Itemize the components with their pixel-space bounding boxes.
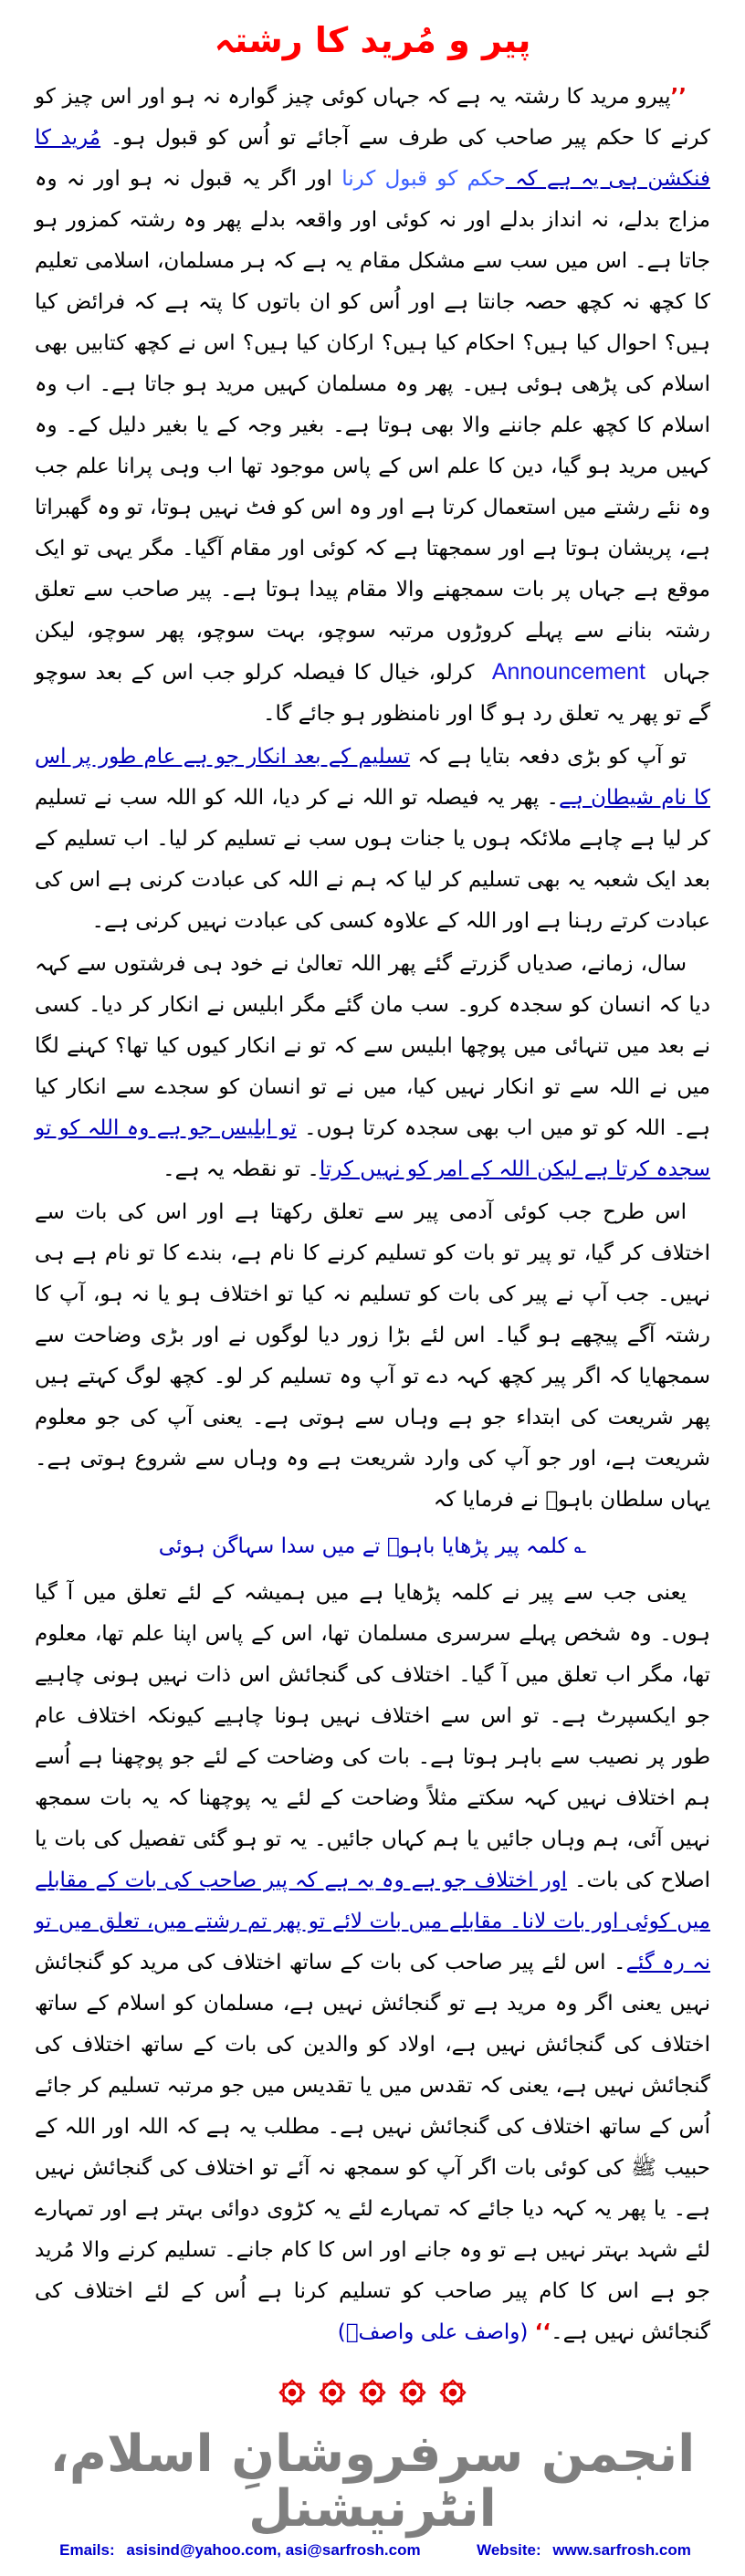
text-run: اور اگر یہ قبول نہ ہو اور نہ وہ مزاج بدلے، نہ انداز بدلے اور نہ کوئی اور واقعہ بدلے پھر وہ رشتہ کمزور ہو جاتا ہے۔ اس میں سب سے مشکل مقام یہ ہے کہ ہر مسلمان، اسلامی تعلیم کا کچھ نہ کچھ حصہ جانتا ہے اور اُس کو ان باتوں کا پتہ ہے کہ فرائض کیا ہیں؟ احوال کیا ہیں؟ احکام کیا ہیں؟ ارکان کیا ہیں؟ اس نے کچھ کتابیں بھی اسلام کی پڑھی ہوئی ہیں۔ پھر وہ مسلمان کہیں مرید ہو جاتا ہے۔ اب وہ اسلام کا کچھ علم جاننے والا بھی ہوتا ہے۔ بغیر وجہ کے یا بغیر دلیل کے۔ وہ کہیں مرید ہو گیا، دین کا علم اس کے پاس موجود تھا اب وہی پرانا علم جب وہ نئے رشتے میں استعمال کرتا ہے اور وہ اس کو فٹ نہیں ہوتا، تو وہ گھبراتا ہے، پریشان ہوتا ہے اور سمجھتا ہے کہ کوئی اور مقام آگیا۔ مگر یہی تو ایک موقع ہے جہاں پر بات سمجھنے والا مقام پیدا ہوتا ہے۔ پیر صاحب سے تعلق رشتہ بنانے سے پہلے کروڑوں مرتبہ سوچو، بہت سوچو، پھر سوچو، لیکن جہاں [35,167,710,685]
text-run: اس طرح جب کوئی آدمی پیر سے تعلق رکھتا ہے اور اس کی بات سے اختلاف کر گیا، تو پیر تو بات کو تسلیم کرنے کا نام ہے، بندے کا تو نام ہے ہی نہیں۔ جب آپ نے پیر کی بات کو تسلیم نہ کیا تو اختلاف ہو یا نہ ہو، آپ کا رشتہ آگے پیچھے ہو گیا۔ اس لئے بڑا زور دیا لوگوں نے اور بڑی وضاحت سے سمجھایا کہ اگر پیر کچھ کہہ دے تو آپ وہ تسلیم کر لو۔ کچھ لوگ کہتے ہیں پھر شریعت کی ابتداء جو ہے وہاں سے ہوتی ہے۔ یعنی آپ کی جو معلوم شریعت ہے، اور جو آپ کی وارد شریعت ہے وہ وہاں سے شروع ہوتی ہے۔ یہاں سلطان باہوؒ نے فرمایا کہ [35,1200,710,1512]
text-run: سال، زمانے، صدیاں گزرتے گئے پھر اللہ تعالیٰ نے خود ہی فرشتوں سے کہہ دیا کہ انسان کو سجدہ کرو۔ سب مان گئے مگر ابلیس نے انکار کر دیا۔ کسی نے بعد میں تنہائی میں پوچھا ابلیس سے کہ تو نے انکار کیوں کیا تھا؟ کہنے لگا میں نے اللہ سے تو انکار نہیں کیا، میں نے تو انسان کو سجدے سے انکار کیا ہے۔ اللہ کو تو میں اب بھی سجدہ کرتا ہوں۔ [35,952,710,1140]
emails-label: Emails: [59,2541,115,2559]
paragraph [35,1192,710,1521]
flower-ornament-icon [357,2377,388,2408]
bahoo-verse: ؎ کلمہ پیر پڑھایا باہوؒ تے میں سدا سہاگن ہوئی [158,1534,587,1558]
text-run: تو ابلیس جو ہے وہ اللہ کو تو سجدہ کرتا ہے لیکن اللہ کے امر کو نہیں کرتا [35,1116,710,1181]
article-body [0,77,745,2353]
paragraph [35,737,710,942]
text-run: پیرو مرید کا رشتہ یہ ہے کہ جہاں کوئی چیز گوارہ نہ ہو اور اس چیز کو کرنے کا حکم پیر صاحب کی طرف سے آجائے تو اُس کو قبول ہو۔ [35,85,710,150]
paragraph [35,77,710,735]
flower-ornament-icon [437,2377,468,2408]
paragraph [35,944,710,1190]
text-run: اور اختلاف جو ہے وہ یہ ہے کہ پیر صاحب کی بات کے مقابلے میں کوئی اور بات لانا۔ مقابلے میں بات لائے تو پھر تم رشتے میں، تعلق میں تو نہ رہ گئے [35,1869,711,1974]
website-label: Website: [477,2541,541,2559]
website-link[interactable]: www.sarfrosh.com [552,2541,691,2559]
text-run: ۔ اس لئے پیر صاحب کی بات کے ساتھ اختلاف کی مرید کو گنجائش نہیں یعنی اگر وہ مرید ہے تو گنجائش نہیں ہے، مسلمان کو اسلام کے ساتھ اختلاف کی گنجائش نہیں ہے، اولاد کو والدین کی بات کے ساتھ اختلاف کی گنجائش نہیں ہے، یعنی کہ تقدس میں یا تقدیس میں جو مرتبہ تسلیم کر جائے اُس کے ساتھ اختلاف کی گنجائش نہیں ہے۔ مطلب یہ ہے کہ اللہ اور اللہ کے حبیب ﷺ کی کوئی بات اگر آپ کو سمجھ نہ آئے تو اختلاف کی گنجائش نہیں ہے۔ یا پھر یہ کہہ دیا جائے کہ تمہارے لئے یہ کڑوی دوائی بہتر ہے اور تمہارے لئے شہد بہتر نہیں ہے تو وہ جانے اور اس کا کام جانے۔ تسلیم کرنے والا مُرید جو ہے اس کا کام پیر صاحب کو تسلیم کرنا ہے اُس کے لئے اختلاف کی گنجائش نہیں ہے۔ [35,1951,710,2344]
text-run: تو آپ کو بڑی دفعہ بتایا ہے کہ [410,745,687,769]
flower-ornament-icon [317,2377,348,2408]
text-run: ۔ تو نقطہ یہ ہے۔ [163,1157,320,1181]
flower-divider [0,2377,745,2408]
page-title: پیر و مُرید کا رشتہ [214,19,531,60]
flower-ornament-icon [277,2377,308,2408]
verse-line [35,1526,710,1567]
email-addresses[interactable]: asisind@yahoo.com, asi@sarfrosh.com [126,2541,421,2559]
text-run: حکم کو قبول کرنا [341,167,506,191]
author-attribution: (واصف علی واصفؒ) [337,2320,535,2344]
text-run: مُرید کا فنکشن ہی یہ ہے کہ [35,126,710,191]
contact-line [0,2541,745,2560]
opening-quote: ’’ [670,85,687,109]
closing-quote: ‘‘ [534,2320,551,2344]
text-run: کرلو، خیال کا فیصلہ کرلو جب اس کے بعد سوچو گے تو پھر یہ تعلق رد ہو گا اور نامنظور ہو جائے گا۔ [35,661,710,726]
text-run: یعنی جب سے پیر نے کلمہ پڑھایا ہے میں ہمیشہ کے لئے تعلق میں آ گیا ہوں۔ وہ شخص پہلے سرسری مسلمان تھا، اس کے پاس اپنا علم تھا، معلوم تھا، مگر اب تعلق میں آ گیا۔ اختلاف کی گنجائش اس ذات نہیں ہونی چاہیے جو ایکسپرٹ ہے۔ تو اس سے اختلاف نہیں ہونا چاہیے کیونکہ اختلاف عام طور پر نصیب سے باہر ہوتا ہے۔ بات کی وضاحت کے لئے جو پوچھنا ہے اُسے ہم اختلاف نہیں کہہ سکتے مثلاً وضاحت کے لئے یہ پوچھنا کہ یہ بات سمجھ نہیں آئی، ہم وہاں جائیں یا ہم کہاں جائیں۔ یہ تو ہو گئی تفصیل کی بات یا اصلاح کی بات۔ [35,1581,710,1892]
paragraph [35,1573,710,2353]
text-run: ۔ پھر یہ فیصلہ تو اللہ نے کر دیا، اللہ کو اللہ سب نے تسلیم کر لیا ہے چاہے ملائکہ ہوں یا جنات ہوں سب نے تسلیم کر لیا۔ اب تسلیم کے بعد ایک شعبہ یہ بھی تسلیم کر لیا کہ ہم نے اللہ کی عبادت کرنی ہے اس کی عبادت کرتے رہنا ہے اور اللہ کے علاوہ کسی کی عبادت نہیں کرنی ہے۔ [35,786,710,933]
organization-banner: انجمن سرفروشانِ اسلام، انٹرنیشنل [49,2424,696,2539]
text-run: تسلیم کے بعد انکار جو ہے عام طور پر اس کا نام شیطان ہے [35,745,710,810]
announcement-link[interactable]: Announcement [491,659,645,685]
flower-ornament-icon [397,2377,428,2408]
